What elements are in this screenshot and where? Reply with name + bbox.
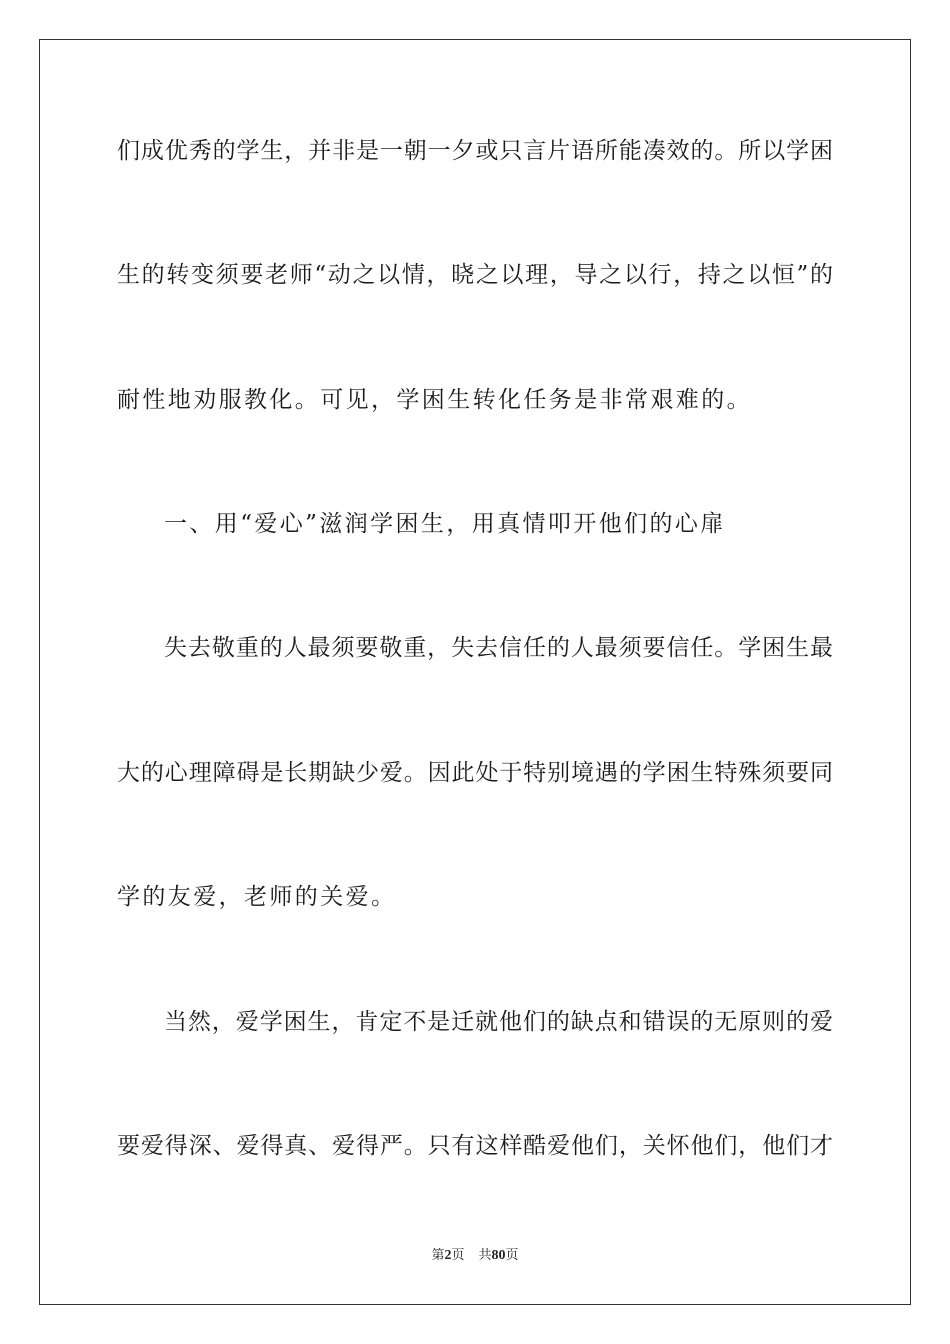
page-suffix: 页 (451, 1248, 465, 1263)
section-heading: 一、用“爱心”滋润学困生，用真情叩开他们的心扉 (164, 511, 726, 537)
body-text-line: 生的转变须要老师“动之以情，晓之以理，导之以行，持之以恒”的 (117, 262, 833, 288)
body-text-line: 失去敬重的人最须要敬重，失去信任的人最须要信任。学困生最 (164, 635, 833, 661)
page-border (39, 39, 911, 1305)
body-text-line: 要爱得深、爱得真、爱得严。只有这样酷爱他们，关怀他们，他们才 (117, 1133, 833, 1159)
page-footer (0, 1247, 950, 1265)
total-suffix: 页 (505, 1248, 519, 1263)
body-text-line: 学的友爱，老师的关爱。 (117, 884, 397, 910)
total-prefix: 共 (478, 1248, 492, 1263)
page-prefix: 第 (431, 1248, 445, 1263)
body-text-line: 当然，爱学困生，肯定不是迁就他们的缺点和错误的无原则的爱 (164, 1009, 833, 1035)
body-text-line: 耐性地劝服教化。可见，学困生转化任务是非常艰难的。 (117, 387, 752, 413)
body-text-line: 大的心理障碍是长期缺少爱。因此处于特别境遇的学困生特殊须要同 (117, 760, 833, 786)
page-number: 2 (444, 1248, 452, 1263)
body-text-line: 们成优秀的学生，并非是一朝一夕或只言片语所能凑效的。所以学困 (117, 138, 833, 164)
total-pages: 80 (491, 1248, 506, 1263)
